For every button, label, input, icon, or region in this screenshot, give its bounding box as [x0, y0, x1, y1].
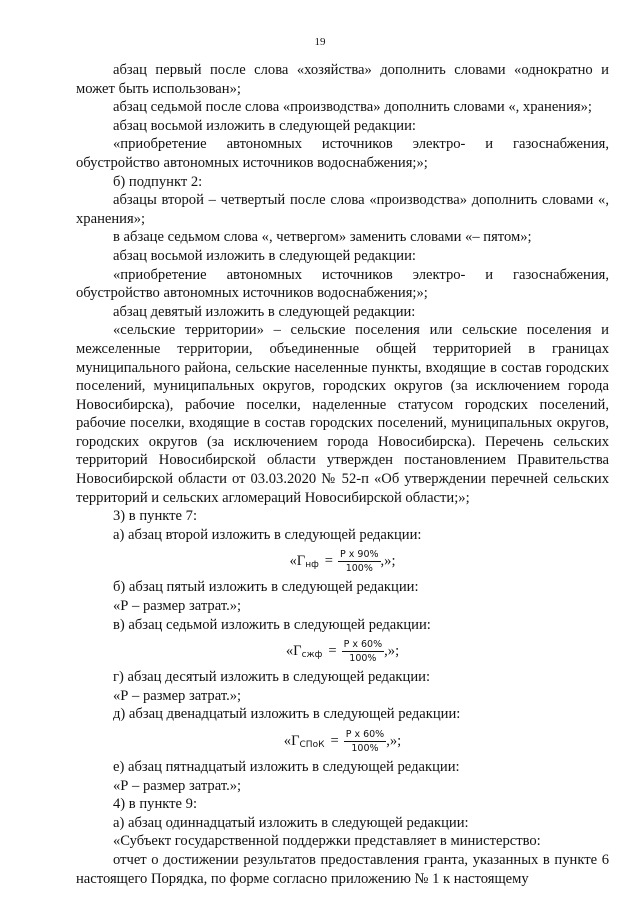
paragraph: абзац девятый изложить в следующей редакции:	[113, 303, 416, 320]
formula-grant-spok	[76, 724, 609, 758]
paragraph: б) абзац пятый изложить в следующей редакции:	[113, 579, 419, 596]
formula-equals: =	[324, 553, 334, 570]
formula-fraction	[338, 549, 381, 574]
formula-equals: =	[328, 642, 337, 659]
paragraph: абзацы второй – четвертый после слова «производства» дополнить словами «, хранения»;	[76, 192, 609, 227]
formula-close: ,»;	[380, 553, 396, 570]
fraction-numerator: P x 60%	[343, 638, 383, 650]
fraction-denominator: 100%	[351, 742, 379, 754]
formula-close: ,»;	[384, 642, 400, 659]
paragraph: абзац восьмой изложить в следующей редакции:	[113, 117, 416, 134]
paragraph: в) абзац седьмой изложить в следующей редакции:	[113, 616, 431, 633]
paragraph: 3) в пункте 7:	[113, 508, 198, 525]
fraction-denominator: 100%	[349, 652, 377, 664]
formula-grant-nf	[76, 544, 609, 578]
paragraph: а) абзац одиннадцатый изложить в следующей редакции:	[113, 814, 469, 831]
paragraph: «Р – размер затрат.»;	[113, 598, 242, 615]
formula-grant-szhf	[76, 634, 609, 668]
paragraph: д) абзац двенадцатый изложить в следующей редакции:	[113, 706, 461, 723]
paragraph: «Р – размер затрат.»;	[113, 777, 242, 794]
paragraph: а) абзац второй изложить в следующей редакции:	[113, 526, 422, 543]
formula-equals: =	[330, 732, 339, 749]
paragraph: «сельские территории» – сельские поселения или сельские поселения и межселенные территории, объединенные общей территорией в границах муниципального района, сельские населенные пункты, входящие в состав городских поселений, муниципальных округов, городских округов (за исключением города Новосибирска), рабочие поселки, наделенные статусом городских поселений, рабочие поселки, входящие в состав городских поселений, муниципальных округов, городских округов (за исключением города Новосибирска). Перечень сельских территорий Новосибирской области утвержден постановлением Правительства Новосибирской области от 03.03.2020 № 52-п «Об утверждении перечней сельских территорий и сельских агломераций Новосибирской области;»;	[76, 322, 609, 506]
formula-close: ,»;	[386, 732, 402, 749]
paragraph: б) подпункт 2:	[113, 173, 203, 190]
paragraph: абзац седьмой после слова «производства» дополнить словами «, хранения»;	[113, 99, 592, 116]
paragraph: г) абзац десятый изложить в следующей редакции:	[113, 669, 431, 686]
paragraph: абзац восьмой изложить в следующей редакции:	[113, 247, 416, 264]
formula-subscript: нф	[305, 560, 319, 571]
paragraph: е) абзац пятнадцатый изложить в следующей редакции:	[113, 759, 460, 775]
paragraph: «приобретение автономных источников электро- и газоснабжения, обустройство автономных источников водоснабжения;»;	[76, 266, 609, 302]
fraction-numerator: P x 60%	[345, 728, 385, 740]
fraction-numerator: P x 90%	[340, 548, 379, 560]
formula-open: «Г	[283, 732, 300, 749]
formula-subscript: СПоК	[299, 739, 325, 750]
paragraph: «Субъект государственной поддержки представляет в министерство:	[113, 833, 541, 850]
formula-fraction	[342, 639, 385, 664]
formula-open: «Г	[285, 642, 302, 659]
formula-open: «Г	[289, 553, 306, 570]
paragraph: «приобретение автономных источников электро- и газоснабжения, обустройство автономных источников водоснабжения;»;	[76, 136, 609, 171]
document-body	[76, 61, 609, 888]
formula-fraction	[344, 729, 387, 754]
paragraph: в абзаце седьмом слова «, четвергом» заменить словами «– пятом»;	[113, 229, 532, 246]
paragraph: «Р – размер затрат.»;	[113, 687, 242, 704]
paragraph: отчет о достижении результатов предоставления гранта, указанных в пункте 6 настоящего Порядка, по форме согласно приложению № 1 к настоящему	[76, 851, 609, 887]
paragraph: 4) в пункте 9:	[113, 796, 198, 813]
page-number: 19	[314, 36, 326, 48]
fraction-denominator: 100%	[345, 562, 373, 574]
paragraph: абзац первый после слова «хозяйства» дополнить словами «однократно и может быть использован»;	[76, 62, 609, 97]
formula-subscript: сжф	[301, 649, 323, 660]
